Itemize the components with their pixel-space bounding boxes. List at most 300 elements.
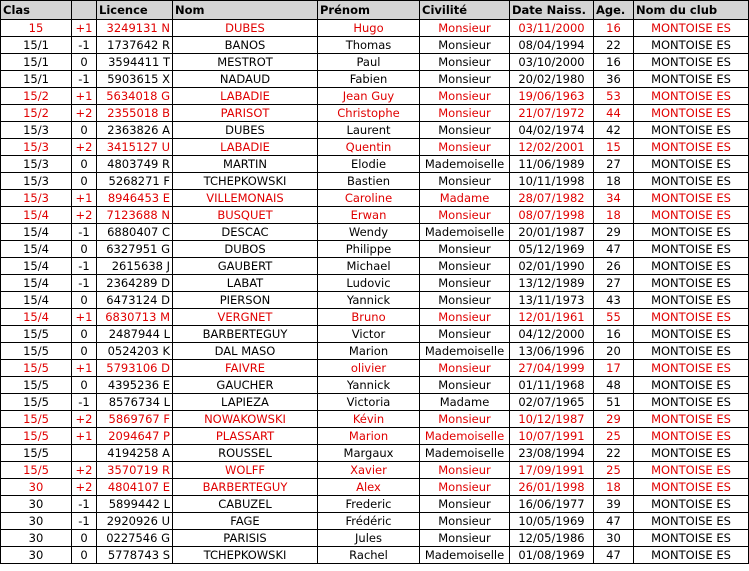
table-row (1, 530, 749, 547)
cell-prenom: Jules (318, 530, 420, 547)
cell-age: 17 (594, 360, 634, 377)
header-clas: Clas (1, 1, 72, 20)
table-row (1, 547, 749, 564)
cell-clas: 15 (1, 20, 72, 37)
cell-prenom: Paul (318, 54, 420, 71)
table-row (1, 428, 749, 445)
table-row (1, 207, 749, 224)
cell-clas: 30 (1, 530, 72, 547)
cell-club: MONTOISE ES (634, 479, 749, 496)
cell-licence: 3570719 R (97, 462, 173, 479)
cell-diff: 0 (72, 530, 97, 547)
cell-club: MONTOISE ES (634, 20, 749, 37)
cell-diff: +2 (72, 105, 97, 122)
cell-age: 16 (594, 54, 634, 71)
cell-club: MONTOISE ES (634, 292, 749, 309)
cell-civilite: Mademoiselle (420, 343, 510, 360)
cell-licence: 4804107 E (97, 479, 173, 496)
cell-prenom: Xavier (318, 462, 420, 479)
cell-prenom: Laurent (318, 122, 420, 139)
cell-diff (72, 445, 97, 462)
cell-clas: 15/5 (1, 394, 72, 411)
cell-licence: 5903615 X (97, 71, 173, 88)
cell-nom: MESTROT (173, 54, 318, 71)
table-row (1, 71, 749, 88)
cell-clas: 15/1 (1, 37, 72, 54)
header-licence: Licence (97, 1, 173, 20)
cell-nom: LABADIE (173, 88, 318, 105)
cell-civilite: Mademoiselle (420, 224, 510, 241)
cell-club: MONTOISE ES (634, 241, 749, 258)
cell-date-naiss: 13/12/1989 (510, 275, 594, 292)
table-row (1, 394, 749, 411)
cell-prenom: Rachel (318, 547, 420, 564)
cell-nom: BUSQUET (173, 207, 318, 224)
cell-age: 18 (594, 173, 634, 190)
cell-club: MONTOISE ES (634, 37, 749, 54)
cell-age: 44 (594, 105, 634, 122)
cell-age: 15 (594, 139, 634, 156)
cell-club: MONTOISE ES (634, 54, 749, 71)
cell-diff: -1 (72, 275, 97, 292)
cell-club: MONTOISE ES (634, 343, 749, 360)
cell-licence: 6327951 G (97, 241, 173, 258)
table-row (1, 496, 749, 513)
cell-clas: 15/1 (1, 71, 72, 88)
cell-licence: 2355018 B (97, 105, 173, 122)
cell-diff: +1 (72, 88, 97, 105)
cell-civilite: Monsieur (420, 292, 510, 309)
cell-civilite: Monsieur (420, 275, 510, 292)
cell-club: MONTOISE ES (634, 122, 749, 139)
cell-club: MONTOISE ES (634, 326, 749, 343)
cell-diff: 0 (72, 547, 97, 564)
cell-age: 42 (594, 122, 634, 139)
cell-licence: 6830713 M (97, 309, 173, 326)
cell-date-naiss: 13/06/1996 (510, 343, 594, 360)
cell-date-naiss: 10/12/1987 (510, 411, 594, 428)
cell-date-naiss: 08/04/1994 (510, 37, 594, 54)
cell-civilite: Madame (420, 394, 510, 411)
table-row (1, 88, 749, 105)
cell-club: MONTOISE ES (634, 190, 749, 207)
cell-date-naiss: 04/02/1974 (510, 122, 594, 139)
cell-clas: 15/4 (1, 224, 72, 241)
cell-clas: 15/3 (1, 156, 72, 173)
cell-prenom: Jean Guy (318, 88, 420, 105)
cell-prenom: olivier (318, 360, 420, 377)
table-row (1, 139, 749, 156)
cell-prenom: Thomas (318, 37, 420, 54)
cell-prenom: Erwan (318, 207, 420, 224)
cell-diff: -1 (72, 71, 97, 88)
cell-prenom: Philippe (318, 241, 420, 258)
cell-age: 27 (594, 156, 634, 173)
cell-date-naiss: 20/01/1987 (510, 224, 594, 241)
cell-date-naiss: 19/06/1963 (510, 88, 594, 105)
cell-civilite: Monsieur (420, 462, 510, 479)
cell-clas: 15/5 (1, 377, 72, 394)
cell-civilite: Monsieur (420, 20, 510, 37)
cell-age: 18 (594, 479, 634, 496)
cell-licence: 0227546 G (97, 530, 173, 547)
cell-diff: 0 (72, 54, 97, 71)
cell-nom: DUBOS (173, 241, 318, 258)
table-row (1, 241, 749, 258)
table-body (1, 20, 749, 564)
table-row (1, 343, 749, 360)
cell-diff: -1 (72, 394, 97, 411)
cell-diff: +2 (72, 479, 97, 496)
cell-date-naiss: 02/01/1990 (510, 258, 594, 275)
cell-prenom: Elodie (318, 156, 420, 173)
cell-age: 47 (594, 241, 634, 258)
table-row (1, 37, 749, 54)
cell-date-naiss: 17/09/1991 (510, 462, 594, 479)
cell-age: 39 (594, 496, 634, 513)
cell-club: MONTOISE ES (634, 462, 749, 479)
cell-club: MONTOISE ES (634, 428, 749, 445)
cell-nom: WOLFF (173, 462, 318, 479)
cell-diff: 0 (72, 122, 97, 139)
cell-licence: 2363826 A (97, 122, 173, 139)
cell-club: MONTOISE ES (634, 105, 749, 122)
cell-age: 16 (594, 20, 634, 37)
cell-diff: -1 (72, 224, 97, 241)
cell-nom: MARTIN (173, 156, 318, 173)
cell-diff: +2 (72, 462, 97, 479)
header-diff (72, 1, 97, 20)
cell-licence: 6473124 D (97, 292, 173, 309)
header-date-naiss: Date Naiss. (510, 1, 594, 20)
table-row (1, 445, 749, 462)
cell-age: 22 (594, 37, 634, 54)
cell-club: MONTOISE ES (634, 496, 749, 513)
cell-nom: TCHEPKOWSKI (173, 173, 318, 190)
cell-prenom: Caroline (318, 190, 420, 207)
cell-clas: 15/4 (1, 292, 72, 309)
cell-nom: PIERSON (173, 292, 318, 309)
cell-nom: DAL MASO (173, 343, 318, 360)
cell-civilite: Mademoiselle (420, 445, 510, 462)
cell-club: MONTOISE ES (634, 445, 749, 462)
table-row (1, 513, 749, 530)
cell-licence: 1737642 R (97, 37, 173, 54)
cell-diff: 0 (72, 326, 97, 343)
cell-clas: 15/3 (1, 139, 72, 156)
cell-diff: +2 (72, 411, 97, 428)
table-row (1, 20, 749, 37)
cell-age: 29 (594, 411, 634, 428)
cell-civilite: Mademoiselle (420, 428, 510, 445)
table-row (1, 156, 749, 173)
cell-clas: 15/5 (1, 360, 72, 377)
cell-civilite: Monsieur (420, 326, 510, 343)
cell-clas: 15/4 (1, 207, 72, 224)
cell-date-naiss: 11/06/1989 (510, 156, 594, 173)
cell-age: 26 (594, 258, 634, 275)
table-row (1, 309, 749, 326)
cell-diff: 0 (72, 156, 97, 173)
cell-age: 27 (594, 275, 634, 292)
cell-clas: 30 (1, 496, 72, 513)
cell-diff: +2 (72, 207, 97, 224)
cell-nom: NOWAKOWSKI (173, 411, 318, 428)
cell-nom: LABAT (173, 275, 318, 292)
cell-civilite: Mademoiselle (420, 547, 510, 564)
cell-nom: GAUBERT (173, 258, 318, 275)
cell-prenom: Yannick (318, 292, 420, 309)
table-row (1, 411, 749, 428)
cell-civilite: Monsieur (420, 105, 510, 122)
table-row (1, 258, 749, 275)
cell-clas: 30 (1, 479, 72, 496)
cell-licence: 2920926 U (97, 513, 173, 530)
cell-prenom: Yannick (318, 377, 420, 394)
cell-clas: 15/3 (1, 173, 72, 190)
cell-age: 30 (594, 530, 634, 547)
cell-age: 29 (594, 224, 634, 241)
cell-civilite: Mademoiselle (420, 156, 510, 173)
cell-nom: NADAUD (173, 71, 318, 88)
cell-club: MONTOISE ES (634, 530, 749, 547)
cell-age: 20 (594, 343, 634, 360)
cell-prenom: Quentin (318, 139, 420, 156)
cell-prenom: Marion (318, 428, 420, 445)
cell-nom: BARBERTEGUY (173, 326, 318, 343)
cell-age: 48 (594, 377, 634, 394)
cell-diff: -1 (72, 37, 97, 54)
cell-diff: 0 (72, 343, 97, 360)
cell-diff: +1 (72, 360, 97, 377)
cell-age: 43 (594, 292, 634, 309)
cell-date-naiss: 13/11/1973 (510, 292, 594, 309)
cell-clas: 15/5 (1, 411, 72, 428)
cell-civilite: Monsieur (420, 377, 510, 394)
cell-age: 55 (594, 309, 634, 326)
cell-licence: 2615638 J (97, 258, 173, 275)
cell-age: 25 (594, 462, 634, 479)
header-row (1, 1, 749, 20)
cell-date-naiss: 12/01/1961 (510, 309, 594, 326)
table-row (1, 292, 749, 309)
cell-age: 36 (594, 71, 634, 88)
header-nom: Nom (173, 1, 318, 20)
cell-civilite: Monsieur (420, 139, 510, 156)
cell-nom: BARBERTEGUY (173, 479, 318, 496)
cell-nom: LAPIEZA (173, 394, 318, 411)
table-row (1, 275, 749, 292)
cell-date-naiss: 16/06/1977 (510, 496, 594, 513)
cell-diff: +1 (72, 428, 97, 445)
cell-licence: 8576734 L (97, 394, 173, 411)
cell-nom: VERGNET (173, 309, 318, 326)
cell-prenom: Victoria (318, 394, 420, 411)
cell-clas: 15/4 (1, 275, 72, 292)
cell-date-naiss: 04/12/2000 (510, 326, 594, 343)
cell-clas: 15/4 (1, 309, 72, 326)
cell-nom: ROUSSEL (173, 445, 318, 462)
cell-diff: +2 (72, 139, 97, 156)
cell-clas: 15/1 (1, 54, 72, 71)
cell-age: 25 (594, 428, 634, 445)
cell-prenom: Christophe (318, 105, 420, 122)
cell-age: 53 (594, 88, 634, 105)
cell-date-naiss: 27/04/1999 (510, 360, 594, 377)
cell-club: MONTOISE ES (634, 394, 749, 411)
header-civilite: Civilité (420, 1, 510, 20)
cell-nom: FAGE (173, 513, 318, 530)
cell-licence: 5869767 F (97, 411, 173, 428)
table-row (1, 224, 749, 241)
cell-clas: 15/2 (1, 105, 72, 122)
cell-prenom: Marion (318, 343, 420, 360)
cell-clas: 15/5 (1, 326, 72, 343)
cell-civilite: Monsieur (420, 496, 510, 513)
cell-club: MONTOISE ES (634, 513, 749, 530)
cell-date-naiss: 10/05/1969 (510, 513, 594, 530)
cell-clas: 15/3 (1, 122, 72, 139)
cell-clas: 15/3 (1, 190, 72, 207)
cell-diff: +1 (72, 309, 97, 326)
table-row (1, 326, 749, 343)
cell-club: MONTOISE ES (634, 309, 749, 326)
cell-clas: 15/5 (1, 428, 72, 445)
cell-date-naiss: 12/02/2001 (510, 139, 594, 156)
cell-licence: 5268271 F (97, 173, 173, 190)
cell-nom: GAUCHER (173, 377, 318, 394)
cell-civilite: Monsieur (420, 173, 510, 190)
cell-civilite: Monsieur (420, 207, 510, 224)
cell-club: MONTOISE ES (634, 547, 749, 564)
cell-diff: 0 (72, 241, 97, 258)
cell-club: MONTOISE ES (634, 360, 749, 377)
table-row (1, 105, 749, 122)
cell-age: 22 (594, 445, 634, 462)
cell-nom: CABUZEL (173, 496, 318, 513)
cell-date-naiss: 03/10/2000 (510, 54, 594, 71)
cell-diff: -1 (72, 496, 97, 513)
header-age: Age. (594, 1, 634, 20)
cell-date-naiss: 28/07/1982 (510, 190, 594, 207)
cell-nom: TCHEPKOWSKI (173, 547, 318, 564)
cell-diff: 0 (72, 292, 97, 309)
cell-clas: 15/4 (1, 258, 72, 275)
cell-licence: 3415127 U (97, 139, 173, 156)
cell-diff: 0 (72, 173, 97, 190)
table-row (1, 479, 749, 496)
cell-date-naiss: 02/07/1965 (510, 394, 594, 411)
cell-civilite: Monsieur (420, 411, 510, 428)
cell-nom: DESCAC (173, 224, 318, 241)
cell-clas: 30 (1, 513, 72, 530)
cell-club: MONTOISE ES (634, 411, 749, 428)
cell-club: MONTOISE ES (634, 275, 749, 292)
cell-prenom: Bastien (318, 173, 420, 190)
cell-licence: 5793106 D (97, 360, 173, 377)
cell-civilite: Monsieur (420, 258, 510, 275)
cell-club: MONTOISE ES (634, 224, 749, 241)
cell-date-naiss: 01/11/1968 (510, 377, 594, 394)
cell-licence: 6880407 C (97, 224, 173, 241)
cell-nom: FAIVRE (173, 360, 318, 377)
cell-nom: VILLEMONAIS (173, 190, 318, 207)
cell-civilite: Monsieur (420, 37, 510, 54)
cell-licence: 7123688 N (97, 207, 173, 224)
cell-club: MONTOISE ES (634, 377, 749, 394)
cell-licence: 3249131 N (97, 20, 173, 37)
table-row (1, 360, 749, 377)
cell-nom: PARISOT (173, 105, 318, 122)
cell-clas: 15/5 (1, 462, 72, 479)
cell-prenom: Kévin (318, 411, 420, 428)
cell-date-naiss: 08/07/1998 (510, 207, 594, 224)
cell-age: 47 (594, 513, 634, 530)
cell-diff: -1 (72, 513, 97, 530)
table-row (1, 190, 749, 207)
table-row (1, 173, 749, 190)
cell-club: MONTOISE ES (634, 71, 749, 88)
cell-civilite: Madame (420, 190, 510, 207)
cell-licence: 5778743 S (97, 547, 173, 564)
cell-prenom: Frédéric (318, 513, 420, 530)
cell-clas: 15/4 (1, 241, 72, 258)
cell-age: 34 (594, 190, 634, 207)
cell-clas: 15/2 (1, 88, 72, 105)
cell-date-naiss: 21/07/1972 (510, 105, 594, 122)
cell-civilite: Monsieur (420, 122, 510, 139)
cell-civilite: Monsieur (420, 479, 510, 496)
cell-nom: LABADIE (173, 139, 318, 156)
cell-licence: 2094647 P (97, 428, 173, 445)
cell-prenom: Margaux (318, 445, 420, 462)
cell-prenom: Bruno (318, 309, 420, 326)
cell-civilite: Monsieur (420, 309, 510, 326)
cell-date-naiss: 05/12/1969 (510, 241, 594, 258)
cell-licence: 4803749 R (97, 156, 173, 173)
cell-prenom: Alex (318, 479, 420, 496)
header-prenom: Prénom (318, 1, 420, 20)
cell-licence: 8946453 E (97, 190, 173, 207)
cell-club: MONTOISE ES (634, 156, 749, 173)
cell-prenom: Frederic (318, 496, 420, 513)
cell-licence: 4395236 E (97, 377, 173, 394)
header-club: Nom du club (634, 1, 749, 20)
cell-age: 16 (594, 326, 634, 343)
cell-club: MONTOISE ES (634, 173, 749, 190)
cell-licence: 2487944 L (97, 326, 173, 343)
cell-nom: DUBES (173, 122, 318, 139)
cell-licence: 2364289 D (97, 275, 173, 292)
cell-civilite: Monsieur (420, 513, 510, 530)
cell-civilite: Monsieur (420, 71, 510, 88)
cell-civilite: Monsieur (420, 530, 510, 547)
cell-date-naiss: 01/08/1969 (510, 547, 594, 564)
cell-date-naiss: 12/05/1986 (510, 530, 594, 547)
cell-clas: 15/5 (1, 343, 72, 360)
cell-nom: PARISIS (173, 530, 318, 547)
cell-civilite: Monsieur (420, 241, 510, 258)
cell-prenom: Ludovic (318, 275, 420, 292)
cell-prenom: Victor (318, 326, 420, 343)
cell-club: MONTOISE ES (634, 139, 749, 156)
cell-civilite: Monsieur (420, 360, 510, 377)
cell-clas: 15/5 (1, 445, 72, 462)
cell-date-naiss: 20/02/1980 (510, 71, 594, 88)
cell-age: 18 (594, 207, 634, 224)
cell-age: 51 (594, 394, 634, 411)
cell-date-naiss: 26/01/1998 (510, 479, 594, 496)
